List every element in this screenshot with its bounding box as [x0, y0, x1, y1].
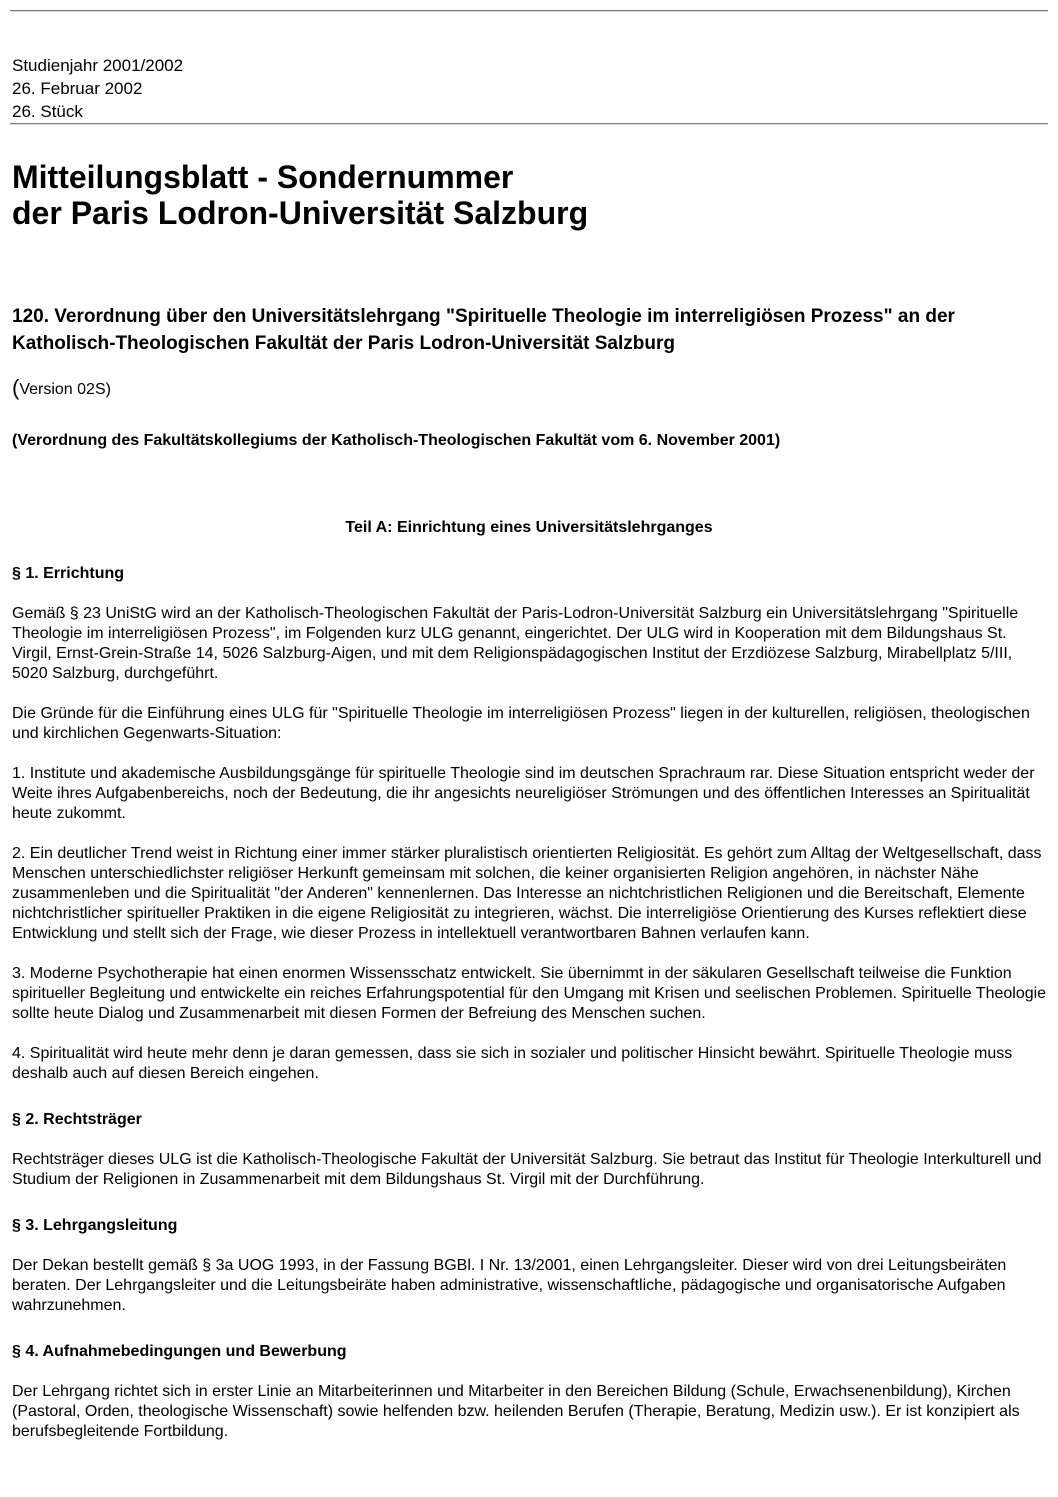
- part-a-heading: Teil A: Einrichtung eines Universitätslehrganges: [345, 519, 713, 536]
- paragraph: 4. Spiritualität wird heute mehr denn je daran gemessen, dass sie sich in sozialer und politischer Hinsicht bewährt. Spirituelle Theologie muss deshalb auch auf diesen Bereich eingehen.: [12, 1045, 1013, 1082]
- section-4-heading: § 4. Aufnahmebedingungen und Bewerbung: [12, 1343, 347, 1360]
- section-rechtstraeger: [10, 1110, 1048, 1190]
- version-line: [12, 377, 1048, 401]
- masthead-divider-rule: [10, 123, 1048, 125]
- masthead-date: 26. Februar 2002: [12, 79, 143, 98]
- masthead: [12, 54, 1048, 123]
- decree-heading: 120. Verordnung über den Universitätslehrgang "Spirituelle Theologie im interreligiösen Prozess" an der Katholisch-Theologischen Fakultät der Paris Lodron-Universität Salzburg: [12, 306, 955, 354]
- page-title: [12, 159, 1048, 231]
- paragraph: Der Lehrgang richtet sich in erster Linie an Mitarbeiterinnen und Mitarbeiter in den Bereichen Bildung (Schule, Erwachsenenbildung), Kirchen (Pastoral, Orden, theologische Wissenschaft) sowie helfenden bzw. heilenden Berufen (Therapie, Beratung, Medizin usw.). Er ist konzipiert als berufsbegleitende Fortbildung.: [12, 1383, 1020, 1440]
- paragraph: Gemäß § 23 UniStG wird an der Katholisch-Theologischen Fakultät der Paris-Lodron-Universität Salzburg ein Universitätslehrgang "Spirituelle Theologie im interreligiösen Prozess", im Folgenden kurz ULG genannt, eingerichtet. Der ULG wird in Kooperation mit dem Bildungshaus St. Virgil, Ernst-Grein-Straße 14, 5026 Salzburg-Aigen, und mit dem Religionspädagogischen Institut der Erzdiözese Salzburg, Mirabellplatz 5/III, 5020 Salzburg, durchgeführt.: [12, 605, 1019, 682]
- paragraph: 2. Ein deutlicher Trend weist in Richtung einer immer stärker pluralistisch orientierten Religiosität. Es gehört zum Alltag der Weltgesellschaft, dass Menschen unterschiedlichster religiöser Herkunft gemeinsam mit solchen, die keiner organisierten Religion angehören, in nächster Nähe zusammenleben und die Spiritualität "der Anderen" kennenlernen. Das Interesse an nichtchristlichen Religionen und die Bereitschaft, Elemente nichtchristlicher spiritueller Praktiken in die eigene Religiosität zu integrieren, wächst. Die interreligiöse Orientierung des Kurses reflektiert diese Entwicklung und stellt sich der Frage, wie dieser Prozess in intellektuell verantwortbaren Bahnen verlaufen kann.: [12, 845, 1042, 942]
- paragraph: Der Dekan bestellt gemäß § 3a UOG 1993, in der Fassung BGBl. I Nr. 13/2001, einen Lehrgangsleiter. Dieser wird von drei Leitungsbeiräten beraten. Der Lehrgangsleiter und die Leitungsbeiräte haben administrative, wissenschaftliche, pädagogische und organisatorische Aufgaben wahrzunehmen.: [12, 1257, 1007, 1314]
- version-open-paren: (: [12, 375, 20, 400]
- section-1-heading: § 1. Errichtung: [12, 565, 125, 582]
- masthead-study-year: Studienjahr 2001/2002: [12, 56, 184, 75]
- decree-subtitle: (Verordnung des Fakultätskollegiums der Katholisch-Theologischen Fakultät vom 6. November 2001): [12, 432, 781, 449]
- section-errichtung: [10, 564, 1048, 1084]
- paragraph: 1. Institute und akademische Ausbildungsgänge für spirituelle Theologie sind im deutschen Sprachraum rar. Diese Situation entspricht weder der Weite ihres Aufgabenbereichs, noch der Bedeutung, die ihr angesichts neureligiöser Strömungen und des öffentlichen Interesses an Spiritualität heute zukommt.: [12, 765, 1035, 822]
- section-3-heading: § 3. Lehrgangsleitung: [12, 1217, 178, 1234]
- page-title-line1: Mitteilungsblatt - Sondernummer: [12, 159, 514, 195]
- paragraph: Rechtsträger dieses ULG ist die Katholisch-Theologische Fakultät der Universität Salzburg. Sie betraut das Institut für Theologie Interkulturell und Studium der Religionen in Zusammenarbeit mit dem Bildungshaus St. Virgil mit der Durchführung.: [12, 1151, 1042, 1188]
- section-lehrgangsleitung: [10, 1216, 1048, 1316]
- section-aufnahmebedingungen: [10, 1342, 1048, 1442]
- version-text: Version 02S): [19, 381, 111, 398]
- top-rule: [10, 10, 1048, 12]
- page-title-line2: der Paris Lodron-Universität Salzburg: [12, 195, 589, 231]
- section-2-heading: § 2. Rechtsträger: [12, 1111, 142, 1128]
- paragraph: 3. Moderne Psychotherapie hat einen enormen Wissensschatz entwickelt. Sie übernimmt in der säkularen Gesellschaft teilweise die Funktion spiritueller Begleitung und entwickelte ein reiches Erfahrungspotential für den Umgang mit Krisen und seelischen Problemen. Spirituelle Theologie sollte heute Dialog und Zusammenarbeit mit diesen Formen der Befreiung des Menschen suchen.: [12, 965, 1047, 1022]
- paragraph: Die Gründe für die Einführung eines ULG für "Spirituelle Theologie im interreligiösen Prozess" liegen in der kulturellen, religiösen, theologischen und kirchlichen Gegenwarts-Situation:: [12, 705, 1030, 742]
- masthead-issue-number: 26. Stück: [12, 102, 83, 121]
